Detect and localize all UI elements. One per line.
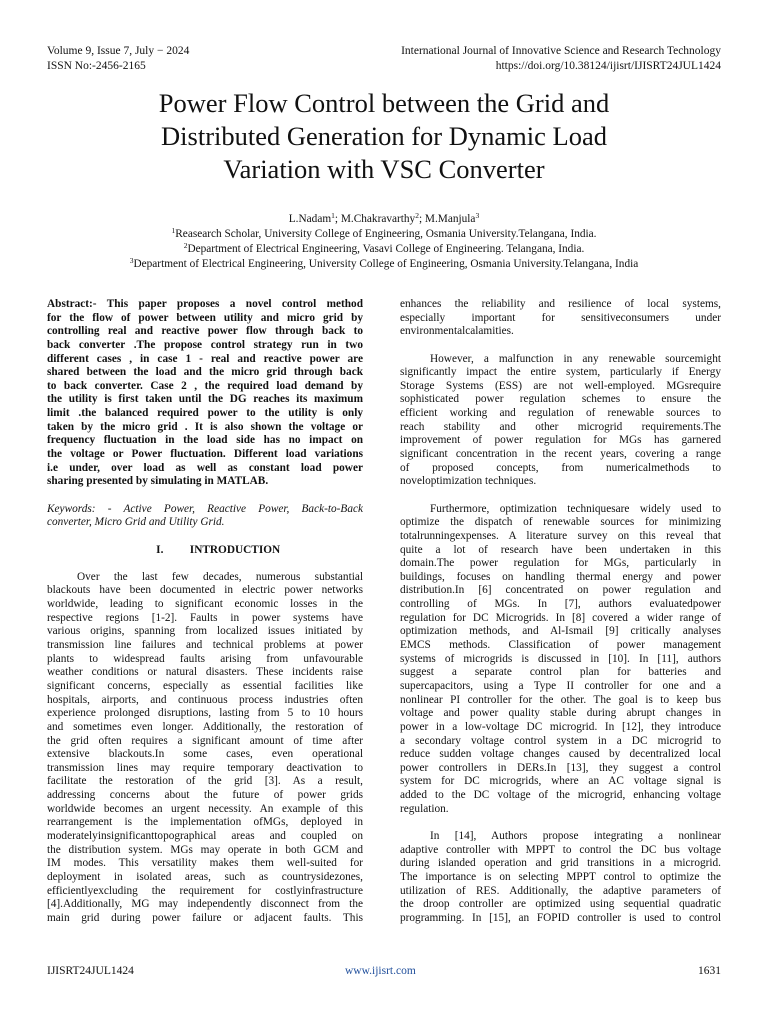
page-number: 1631 <box>698 965 721 977</box>
issn: ISSN No:-2456-2165 <box>47 60 146 72</box>
text-line: i.e under, over load as well as constant load power <box>47 461 363 474</box>
text-line: Keywords: - Active Power, Reactive Power, Back-to-Back <box>47 502 363 515</box>
text-line: In [14], Authors propose integrating a nonlinear <box>430 829 721 842</box>
section-heading <box>47 544 363 558</box>
text-line: Furthermore, optimization techniquesare widely used to <box>430 502 721 515</box>
text-line: programming. In [15], an FOPID controller is used to control <box>400 911 721 924</box>
text-line: improvement of power regulation for MGs has garnered <box>400 434 721 447</box>
author-affil-mark: 2 <box>415 211 419 220</box>
text-line: worldwide becomes an urgent necessity. An example of this <box>47 802 363 815</box>
text-line: respective regions [1-2]. Faults in power systems have <box>47 611 363 624</box>
footer-paper-id: IJISRT24JUL1424 <box>47 965 134 977</box>
text-line: the utility is first taken until the DG reaches its maximum <box>47 393 363 406</box>
text-line: power in a low-voltage DC microgrid. In [12], they introduce <box>400 720 721 733</box>
text-line: experience prolonged disruptions, lasting from 5 to 10 hours <box>47 707 363 720</box>
text-line: power controllers in DERs.In [13], they suggest a control <box>400 761 721 774</box>
text-line: different cases , in case 1 - real and reactive power are <box>47 352 363 365</box>
text-line: Abstract:- This paper proposes a novel control method <box>47 298 363 310</box>
text-line: voltage and power quality stable during abrupt changes in <box>400 707 721 720</box>
text-line: to back converter. Case 2 , the required load demand by <box>47 379 363 392</box>
affiliation <box>20 257 748 272</box>
text-line: back converter .The propose control strategy run in two <box>47 338 363 351</box>
affil-mark: 2 <box>183 241 188 250</box>
body-paragraph <box>400 353 721 489</box>
text-line: converter, Micro Grid and Utility Grid. <box>47 516 225 529</box>
text-line: optimization methods, and Al-Ismail [9] critically analyses <box>400 625 721 638</box>
text-line: especially important for sensitiveconsumers under <box>400 311 721 324</box>
text-line: taken by the micro grid . It is also shown the voltage or <box>47 420 363 433</box>
text-line: plants to widespread faults arising from unfavourable <box>47 652 363 665</box>
text-line: and sometimes even longer. Additionally, the restoration of <box>47 720 363 733</box>
text-line: environmentalcalamities. <box>400 325 514 338</box>
text-line: significant concentration in the recent years, covering a range <box>400 448 721 461</box>
affil-mark: 1 <box>171 226 176 235</box>
text-line: system for DC microgrids, where an AC voltage signal is <box>400 775 721 788</box>
affil-text: Reasearch Scholar, University College of Engineering, Osmania University.Telangana, India. <box>175 228 597 240</box>
paper-title <box>40 87 728 186</box>
text-line: adaptive controller with MPPT to control the DC bus voltage <box>400 843 721 856</box>
text-line: distribution.In [6] concentrated on power regulation and <box>400 584 721 597</box>
text-line: the distribution system. MGs may operate in both GCM and <box>47 843 363 856</box>
text-line: controlling real and reactive power flow through back to <box>47 325 363 338</box>
doi-link[interactable]: https://doi.org/10.38124/ijisrt/IJISRT24JUL1424 <box>495 60 721 72</box>
header-right <box>401 44 721 74</box>
text-line: utilization of RES. Additionally, the adaptive parameters of <box>400 884 721 897</box>
text-line: facilitate the restoration of the grid [3]. As a result, <box>47 775 363 788</box>
right-column <box>400 298 721 925</box>
affil-mark: 3 <box>129 256 134 265</box>
text-line: sharing presented by simulating in MATLAB. <box>47 475 269 488</box>
text-line: transmission lines may require temporary deactivation to <box>47 761 363 774</box>
text-line: worldwide, leading to significant economic losses in the <box>47 598 363 611</box>
journal-name: International Journal of Innovative Science and Research Technology <box>401 45 721 57</box>
affil-text: Department of Electrical Engineering, Vasavi College of Engineering. Telangana, India. <box>187 243 585 255</box>
section-title: INTRODUCTION <box>189 543 281 556</box>
text-line: optimize the dispatch of renewable sources for minimizing <box>400 516 721 529</box>
title-line: Variation with VSC Converter <box>223 154 545 184</box>
text-line: a secondary voltage control system in a DC microgrid to <box>400 734 721 747</box>
text-line: controlling of MGs. In [7], authors evaluatedpower <box>400 598 721 611</box>
text-line: frequency fluctuation in the load side has no impact on <box>47 434 363 447</box>
text-line: quite a lot of research have been undertaken in this <box>400 543 721 556</box>
text-line: totalrunningexpenses. A literature survey on this reveal that <box>400 529 721 542</box>
text-line: However, a malfunction in any renewable sourcemight <box>430 352 721 365</box>
author-name: ; M.Chakravarthy <box>334 213 416 225</box>
text-line: [4].Additionally, MG may independently disconnect from the <box>47 898 363 911</box>
text-line: significant concerns, especially as essential facilities like <box>47 679 363 692</box>
left-column <box>47 298 363 925</box>
text-line: domain.The power regulation for MGs, particularly in <box>400 557 721 570</box>
text-line: buildings, focuses on handling thermal energy and power <box>400 570 721 583</box>
text-line: significantly impact the entire system, particularly if Energy <box>400 366 721 379</box>
text-line: hospitals, airports, and continuous process industries often <box>47 693 363 706</box>
text-line: the voltage or Power fluctuation. Different load variations <box>47 448 363 461</box>
text-line: noveloptimization techniques. <box>400 475 537 488</box>
author-affil-mark: 1 <box>331 211 335 220</box>
text-line: suggest a separate control plan for batteries and <box>400 666 721 679</box>
text-line: reduce sudden voltage changes caused by decentralized local <box>400 748 721 761</box>
volume-issue: Volume 9, Issue 7, July − 2024 <box>47 45 190 57</box>
title-line: Power Flow Control between the Grid and <box>158 88 610 118</box>
author-name: ; M.Manjula <box>418 213 476 225</box>
author-name: L.Nadam <box>288 213 332 225</box>
header-left <box>47 44 189 74</box>
text-line: of proposed concepts, from numericalmethods to <box>400 461 721 474</box>
text-line: supercapacitors, using a Type II controller for one and a <box>400 679 721 692</box>
text-line: systems of microgrids is discussed in [10]. In [11], authors <box>400 652 721 665</box>
text-line: efficient working and regulation of renewable sources to <box>400 407 721 420</box>
body-paragraph <box>400 298 721 339</box>
text-line: the droop controller are optimized using sequential quadratic <box>400 898 721 911</box>
text-line: Over the last few decades, numerous substantial <box>77 570 363 583</box>
text-line: during islanded operation and grid transitions in a microgrid. <box>400 857 721 870</box>
text-line: rearrangement is the implementation ofMGs, deployed in <box>47 816 363 829</box>
text-line: addressing concerns about the future of power grids <box>47 789 363 802</box>
text-line: extensive blackouts.In some cases, even operational <box>47 748 363 761</box>
text-line: efficientlyexcluding the requirement for costlyinfrastructure <box>47 884 363 897</box>
text-line: for the flow of power between utility and micro grid by <box>47 311 363 324</box>
affiliation <box>20 227 748 242</box>
text-line: EMCS methods. Classification of power management <box>400 639 721 652</box>
text-line: shared between the load and the micro grid through back <box>47 366 363 379</box>
text-line: The importance is on selecting MPPT control to optimize the <box>400 870 721 883</box>
text-line: regulation for DC Microgrids. In [8] covered a wider range of <box>400 611 721 624</box>
title-line: Distributed Generation for Dynamic Load <box>161 121 607 151</box>
affil-text: Department of Electrical Engineering, University College of Engineering, Osmania University.Telangana, India <box>133 258 639 270</box>
text-line: weather conditions or natural disasters. These incidents raise <box>47 666 363 679</box>
intro-paragraph <box>47 571 363 926</box>
text-line: enhances the reliability and resilience of local systems, <box>400 298 721 310</box>
text-line: Storage Systems (ESS) are not well-employed. MGsrequire <box>400 379 721 392</box>
body-paragraph <box>400 830 721 925</box>
authors-block <box>20 212 748 272</box>
abstract <box>47 298 363 489</box>
footer-website-link[interactable]: www.ijisrt.com <box>345 965 416 977</box>
affiliation <box>20 242 748 257</box>
author-list <box>20 212 748 227</box>
text-line: regulation. <box>400 802 449 815</box>
section-number: I. <box>156 543 164 556</box>
text-line: transmission line failures and technical problems at power <box>47 639 363 652</box>
text-line: nonlinear PI controller for the other. The goal is to keep bus <box>400 693 721 706</box>
keywords <box>47 503 363 530</box>
text-line: main grid during power failure or adjacent faults. This <box>47 911 363 924</box>
text-line: added to the DC voltage of the microgrid, enhancing voltage <box>400 789 721 802</box>
text-line: various origins, spanning from localized issues initiated by <box>47 625 363 638</box>
body-paragraph <box>400 503 721 817</box>
text-line: the grid often requires a significant amount of time after <box>47 734 363 747</box>
text-line: reach stability and other microgrid requirements.The <box>400 420 721 433</box>
author-affil-mark: 3 <box>475 211 480 220</box>
text-line: blackouts have been documented in electric power networks <box>47 584 363 597</box>
text-line: moderatelyinsignificanttopographical areas and coupled on <box>47 829 363 842</box>
text-line: limit .the balanced required power to the utility is only <box>47 407 363 420</box>
text-line: IM modes. This versatility makes them well-suited for <box>47 857 363 870</box>
text-line: sophisticated power regulation schemes to ensure the <box>400 393 721 406</box>
text-line: deployment in isolated areas, such as countrysidezones, <box>47 870 363 883</box>
